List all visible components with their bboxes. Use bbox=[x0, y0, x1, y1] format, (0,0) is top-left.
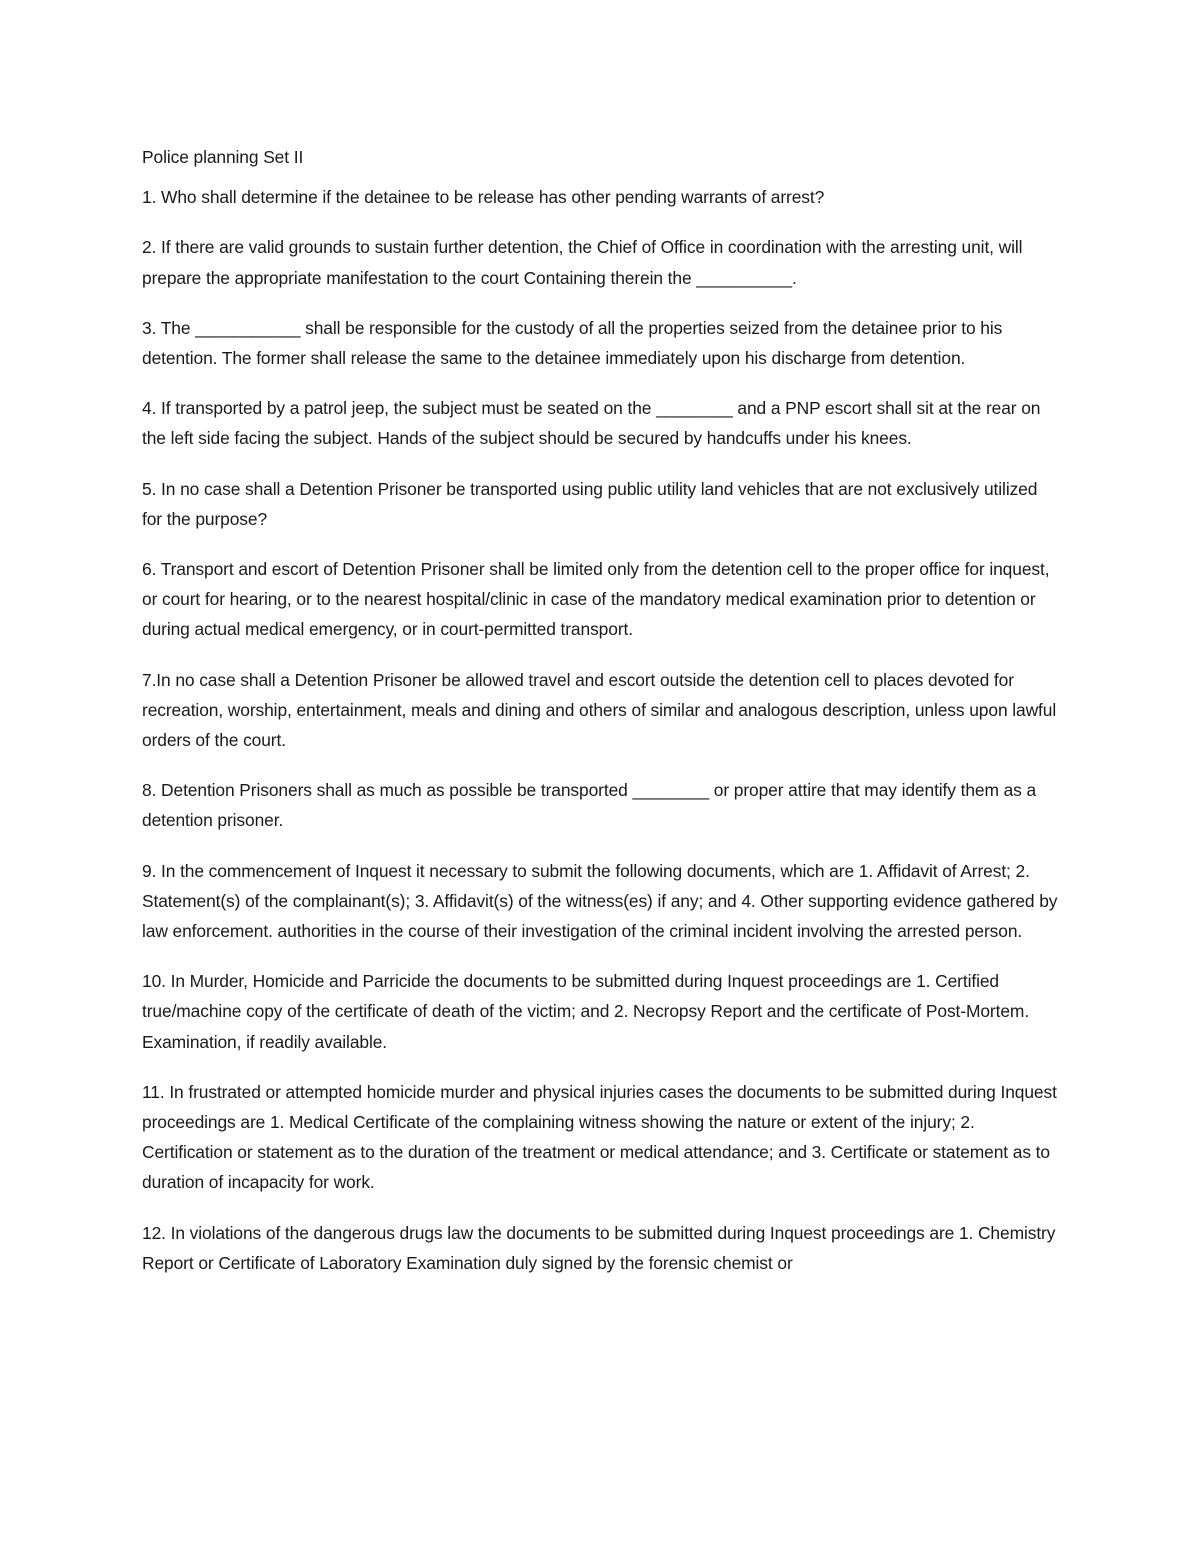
question-item-9: 9. In the commencement of Inquest it necessary to submit the following documents, which are 1. Affidavit of Arrest; 2. Statement(s) of the complainant(s); 3. Affidavit(s) of the witness(es) if any; and 4. Other supporting evidence gathered by law enforcement. authorities in the course of their investigation of the criminal incident involving the arrested person. bbox=[142, 860, 1058, 942]
question-item-11: 11. In frustrated or attempted homicide murder and physical injuries cases the documents to be submitted during Inquest proceedings are 1. Medical Certificate of the complaining witness showing the nature or extent of the injury; 2. Certification or statement as to the duration of the treatment or medical attendance; and 3. Certificate or statement as to duration of incapacity for work. bbox=[142, 1081, 1057, 1193]
question-item-8: 8. Detention Prisoners shall as much as possible be transported ________ or proper attire that may identify them as a detention prisoner. bbox=[142, 780, 1037, 831]
question-item-6: 6. Transport and escort of Detention Prisoner shall be limited only from the detention cell to the proper office for inquest, or court for hearing, or to the nearest hospital/clinic in case of the mandatory medical examination prior to detention or during actual medical emergency, or in court-permitted transport. bbox=[142, 559, 1050, 640]
question-item-4: 4. If transported by a patrol jeep, the subject must be seated on the ________ and a PNP escort shall sit at the rear on the left side facing the subject. Hands of the subject should be secured by handcuffs under his knees. bbox=[142, 398, 1041, 449]
question-item-1: 1. Who shall determine if the detainee to be release has other pending warrants of arrest? bbox=[142, 187, 825, 208]
question-item-7: 7.In no case shall a Detention Prisoner be allowed travel and escort outside the detention cell to places devoted for recreation, worship, entertainment, meals and dining and others of similar and analogous description, unless upon lawful orders of the court. bbox=[142, 669, 1057, 751]
document-title: Police planning Set II bbox=[142, 147, 304, 167]
document-body bbox=[142, 142, 1062, 1298]
question-item-10: 10. In Murder, Homicide and Parricide the documents to be submitted during Inquest proceedings are 1. Certified true/machine copy of the certificate of death of the victim; and 2. Necropsy Report and the certificate of Post-Mortem. Examination, if readily available. bbox=[142, 971, 1030, 1052]
question-item-5: 5. In no case shall a Detention Prisoner be transported using public utility land vehicles that are not exclusively utilized for the purpose? bbox=[142, 478, 1038, 529]
question-item-12: 12. In violations of the dangerous drugs law the documents to be submitted during Inquest proceedings are 1. Chemistry Report or Certificate of Laboratory Examination duly signed by the forensic chemist or bbox=[142, 1222, 1056, 1273]
question-item-3: 3. The ___________ shall be responsible for the custody of all the properties seized from the detainee prior to his detention. The former shall release the same to the detainee immediately upon his discharge from detention. bbox=[142, 317, 1003, 369]
question-item-2: 2. If there are valid grounds to sustain further detention, the Chief of Office in coordination with the arresting unit, will prepare the appropriate manifestation to the court Containing therein the __________. bbox=[142, 237, 1023, 288]
